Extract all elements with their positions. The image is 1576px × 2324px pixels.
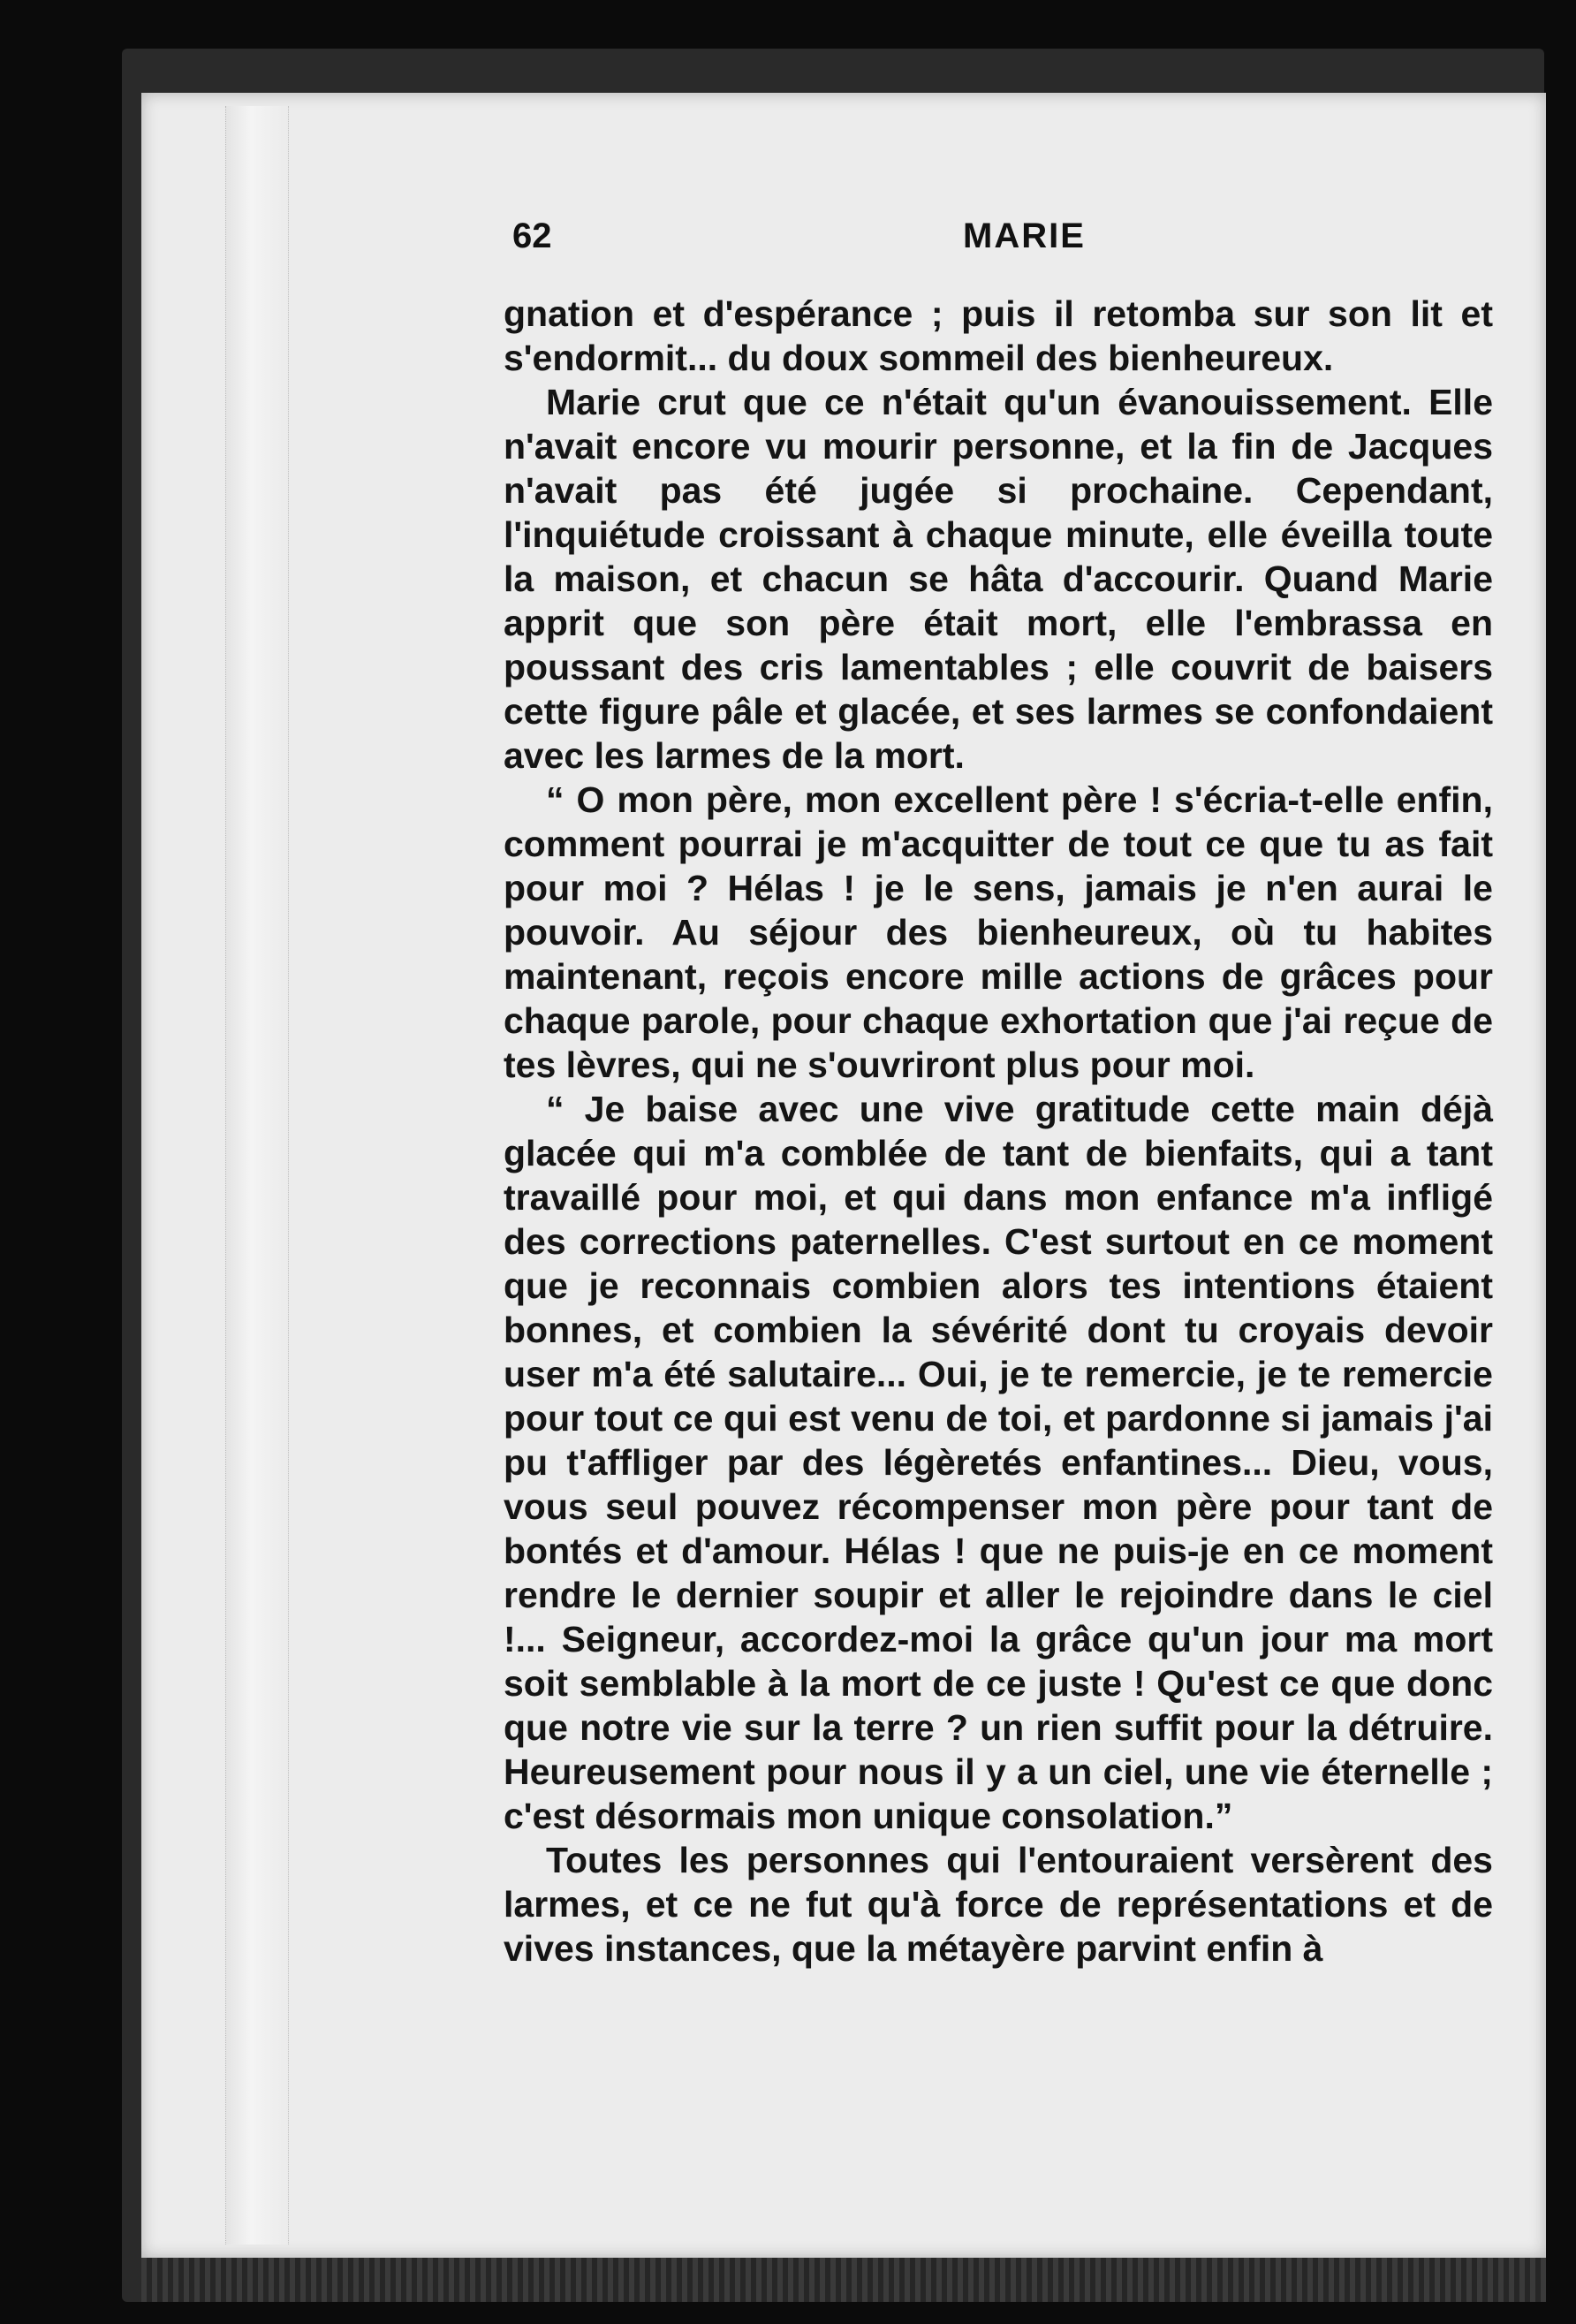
paragraph: Marie crut que ce n'était qu'un évanouissement. Elle n'avait encore vu mourir personne, et la fin de Jacques n'avait pas été jugée si prochaine. Cependant, l'inquiétude croissant à chaque minute, elle éveilla toute la maison, et chacun se hâta d'accourir. Quand Marie apprit que son père était mort, elle l'embrassa en poussant des cris lamentables ; elle couvrit de baisers cette figure pâle et glacée, et ses larmes se confondaient avec les larmes de la mort. xyxy=(504,382,1493,776)
paragraph: gnation et d'espérance ; puis il retomba sur son lit et s'endormit... du doux sommeil des bienheureux. xyxy=(504,293,1493,378)
page-gutter xyxy=(225,106,289,2244)
page-header xyxy=(512,216,1493,270)
paragraph: Toutes les personnes qui l'entouraient versèrent des larmes, et ce ne fut qu'à force de représentations et de vives instances, que la métayère parvint enfin à xyxy=(504,1840,1493,1969)
page-number: 62 xyxy=(512,216,552,255)
paragraph: “ O mon père, mon excellent père ! s'écria-t-elle enfin, comment pourrai je m'acquitter de tout ce que tu as fait pour moi ? Hélas ! je le sens, jamais je n'en aurai le pouvoir. Au séjour des bienheureux, où tu habites maintenant, reçois encore mille actions de grâces pour chaque parole, pour chaque exhortation que j'ai reçue de tes lèvres, qui ne s'ouvriront plus pour moi. xyxy=(504,779,1493,1085)
body-text xyxy=(504,292,1493,1971)
paragraph: “ Je baise avec une vive gratitude cette main déjà glacée qui m'a comblée de tant de bienfaits, qui a tant travaillé pour moi, et qui dans mon enfance m'a infligé des corrections paternelles. C'est surtout en ce moment que je reconnais combien alors tes intentions étaient bonnes, et combien la sévérité dont tu croyais devoir user m'a été salutaire... Oui, je te remercie, je te remercie pour tout ce qui est venu de toi, et pardonne si jamais j'ai pu t'affliger par des légèretés enfantines... Dieu, vous, vous seul pouvez récompenser mon père pour tant de bontés et d'amour. Hélas ! que ne puis-je en ce moment rendre le dernier soupir et aller le rejoindre dans le ciel !... Seigneur, accordez-moi la grâce qu'un jour ma mort soit semblable à la mort de ce juste ! Qu'est ce que donc que notre vie sur la terre ? un rien suffit pour la détruire. Heureusement pour nous il y a un ciel, une vie éternelle ; c'est désormais mon unique consolation.” xyxy=(504,1089,1493,1836)
running-title: MARIE xyxy=(963,216,1086,255)
page-bottom-edge xyxy=(141,2258,1546,2302)
